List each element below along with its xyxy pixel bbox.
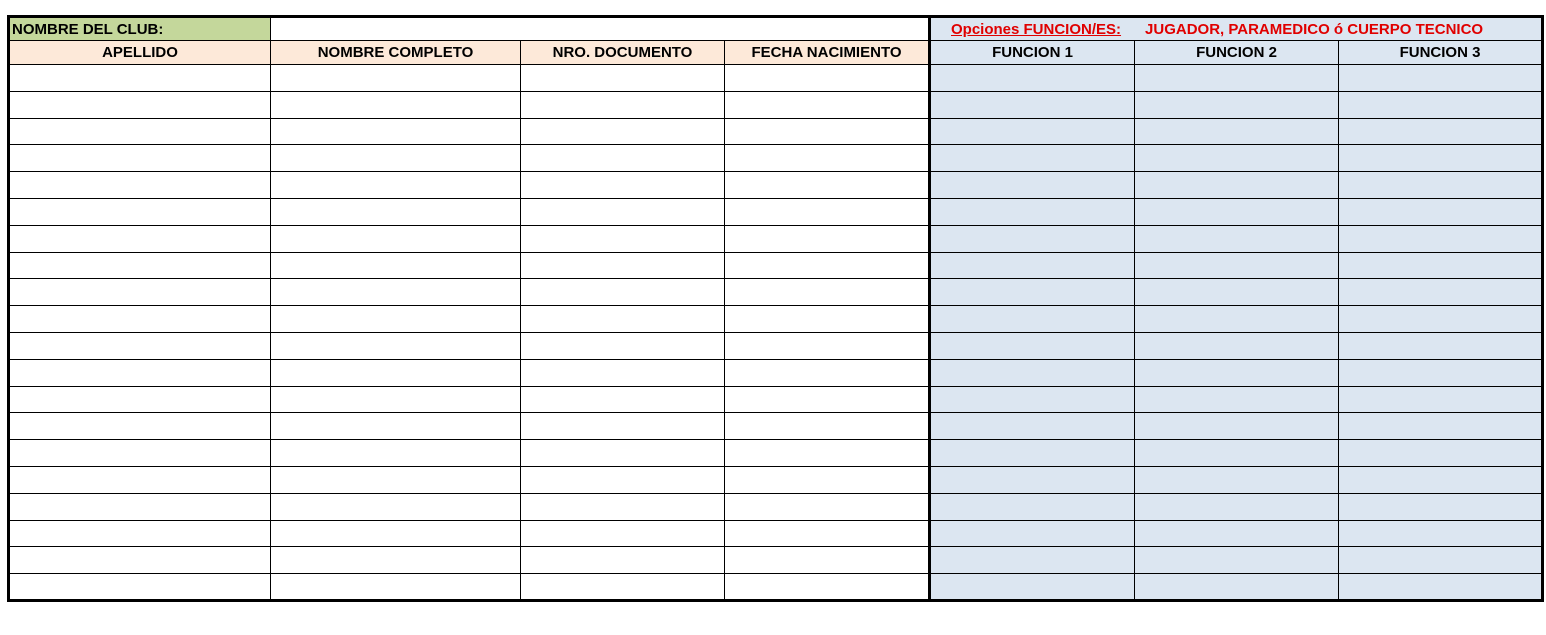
fecha-nacimiento-cell[interactable] xyxy=(725,332,930,359)
fecha-nacimiento-cell[interactable] xyxy=(725,91,930,118)
funcion-1-cell[interactable] xyxy=(930,574,1135,601)
funcion-2-cell[interactable] xyxy=(1135,279,1339,306)
header-fecha-nacimiento: FECHA NACIMIENTO xyxy=(725,41,930,65)
table-row xyxy=(9,466,1543,493)
fecha-nacimiento-cell[interactable] xyxy=(725,279,930,306)
header-funcion-2: FUNCION 2 xyxy=(1135,41,1339,65)
apellido-cell[interactable] xyxy=(9,520,271,547)
funcion-2-cell[interactable] xyxy=(1135,252,1339,279)
apellido-cell[interactable] xyxy=(9,332,271,359)
nro-documento-cell[interactable] xyxy=(521,279,725,306)
nombre-completo-cell[interactable] xyxy=(271,145,521,172)
nro-documento-cell[interactable] xyxy=(521,252,725,279)
nro-documento-cell[interactable] xyxy=(521,386,725,413)
funcion-3-cell[interactable] xyxy=(1339,65,1543,92)
nro-documento-cell[interactable] xyxy=(521,574,725,601)
nro-documento-cell[interactable] xyxy=(521,65,725,92)
funcion-2-cell[interactable] xyxy=(1135,547,1339,574)
apellido-cell[interactable] xyxy=(9,225,271,252)
fecha-nacimiento-cell[interactable] xyxy=(725,574,930,601)
fecha-nacimiento-cell[interactable] xyxy=(725,520,930,547)
nro-documento-cell[interactable] xyxy=(521,332,725,359)
funcion-2-cell[interactable] xyxy=(1135,225,1339,252)
apellido-cell[interactable] xyxy=(9,145,271,172)
funcion-2-cell[interactable] xyxy=(1135,306,1339,333)
nombre-completo-cell[interactable] xyxy=(271,359,521,386)
nombre-completo-cell[interactable] xyxy=(271,547,521,574)
apellido-cell[interactable] xyxy=(9,65,271,92)
club-name-field[interactable] xyxy=(271,17,930,41)
apellido-cell[interactable] xyxy=(9,574,271,601)
funcion-1-cell[interactable] xyxy=(930,547,1135,574)
club-name-label: NOMBRE DEL CLUB: xyxy=(9,17,271,41)
funcion-1-cell[interactable] xyxy=(930,413,1135,440)
nro-documento-cell[interactable] xyxy=(521,145,725,172)
table-row xyxy=(9,520,1543,547)
funcion-1-cell[interactable] xyxy=(930,145,1135,172)
funcion-2-cell[interactable] xyxy=(1135,493,1339,520)
fecha-nacimiento-cell[interactable] xyxy=(725,198,930,225)
nro-documento-cell[interactable] xyxy=(521,359,725,386)
funcion-2-cell[interactable] xyxy=(1135,466,1339,493)
nro-documento-cell[interactable] xyxy=(521,520,725,547)
funcion-1-cell[interactable] xyxy=(930,466,1135,493)
funcion-3-cell[interactable] xyxy=(1339,91,1543,118)
funcion-3-cell[interactable] xyxy=(1339,413,1543,440)
fecha-nacimiento-cell[interactable] xyxy=(725,440,930,467)
funcion-3-cell[interactable] xyxy=(1339,493,1543,520)
nro-documento-cell[interactable] xyxy=(521,466,725,493)
fecha-nacimiento-cell[interactable] xyxy=(725,225,930,252)
funcion-2-cell[interactable] xyxy=(1135,386,1339,413)
nro-documento-cell[interactable] xyxy=(521,118,725,145)
funcion-3-cell[interactable] xyxy=(1339,252,1543,279)
nro-documento-cell[interactable] xyxy=(521,440,725,467)
funcion-3-cell[interactable] xyxy=(1339,306,1543,333)
nombre-completo-cell[interactable] xyxy=(271,279,521,306)
funcion-1-cell[interactable] xyxy=(930,520,1135,547)
nombre-completo-cell[interactable] xyxy=(271,413,521,440)
nombre-completo-cell[interactable] xyxy=(271,574,521,601)
function-options-note xyxy=(930,17,1543,41)
nombre-completo-cell[interactable] xyxy=(271,65,521,92)
nombre-completo-cell[interactable] xyxy=(271,386,521,413)
funcion-1-cell[interactable] xyxy=(930,306,1135,333)
table-row xyxy=(9,386,1543,413)
nombre-completo-cell[interactable] xyxy=(271,466,521,493)
funcion-2-cell[interactable] xyxy=(1135,198,1339,225)
header-funcion-1: FUNCION 1 xyxy=(930,41,1135,65)
funcion-1-cell[interactable] xyxy=(930,332,1135,359)
fecha-nacimiento-cell[interactable] xyxy=(725,306,930,333)
nombre-completo-cell[interactable] xyxy=(271,440,521,467)
fecha-nacimiento-cell[interactable] xyxy=(725,65,930,92)
apellido-cell[interactable] xyxy=(9,118,271,145)
funcion-1-cell[interactable] xyxy=(930,279,1135,306)
funcion-1-cell[interactable] xyxy=(930,359,1135,386)
funcion-2-cell[interactable] xyxy=(1135,145,1339,172)
apellido-cell[interactable] xyxy=(9,172,271,199)
funcion-3-cell[interactable] xyxy=(1339,198,1543,225)
nombre-completo-cell[interactable] xyxy=(271,493,521,520)
apellido-cell[interactable] xyxy=(9,198,271,225)
funcion-2-cell[interactable] xyxy=(1135,520,1339,547)
funcion-3-cell[interactable] xyxy=(1339,332,1543,359)
funcion-3-cell[interactable] xyxy=(1339,547,1543,574)
apellido-cell[interactable] xyxy=(9,306,271,333)
nro-documento-cell[interactable] xyxy=(521,225,725,252)
nombre-completo-cell[interactable] xyxy=(271,520,521,547)
apellido-cell[interactable] xyxy=(9,440,271,467)
nro-documento-cell[interactable] xyxy=(521,198,725,225)
table-row xyxy=(9,359,1543,386)
header-funcion-3: FUNCION 3 xyxy=(1339,41,1543,65)
funcion-2-cell[interactable] xyxy=(1135,332,1339,359)
table-row xyxy=(9,252,1543,279)
fecha-nacimiento-cell[interactable] xyxy=(725,386,930,413)
table-row xyxy=(9,574,1543,601)
function-options-label: Opciones FUNCION/ES: xyxy=(951,20,1122,38)
table-row xyxy=(9,145,1543,172)
fecha-nacimiento-cell[interactable] xyxy=(725,172,930,199)
funcion-3-cell[interactable] xyxy=(1339,118,1543,145)
nro-documento-cell[interactable] xyxy=(521,413,725,440)
nombre-completo-cell[interactable] xyxy=(271,198,521,225)
apellido-cell[interactable] xyxy=(9,386,271,413)
apellido-cell[interactable] xyxy=(9,91,271,118)
funcion-1-cell[interactable] xyxy=(930,198,1135,225)
table-row xyxy=(9,413,1543,440)
nro-documento-cell[interactable] xyxy=(521,306,725,333)
funcion-2-cell[interactable] xyxy=(1135,574,1339,601)
club-row xyxy=(9,17,1543,41)
table-row xyxy=(9,225,1543,252)
funcion-3-cell[interactable] xyxy=(1339,359,1543,386)
funcion-3-cell[interactable] xyxy=(1339,520,1543,547)
funcion-2-cell[interactable] xyxy=(1135,65,1339,92)
funcion-3-cell[interactable] xyxy=(1339,225,1543,252)
header-nombre-completo: NOMBRE COMPLETO xyxy=(271,41,521,65)
funcion-3-cell[interactable] xyxy=(1339,466,1543,493)
table-row xyxy=(9,440,1543,467)
table-row xyxy=(9,65,1543,92)
apellido-cell[interactable] xyxy=(9,547,271,574)
funcion-1-cell[interactable] xyxy=(930,386,1135,413)
table-row xyxy=(9,198,1543,225)
funcion-1-cell[interactable] xyxy=(930,118,1135,145)
funcion-3-cell[interactable] xyxy=(1339,279,1543,306)
nombre-completo-cell[interactable] xyxy=(271,172,521,199)
table-row xyxy=(9,91,1543,118)
funcion-2-cell[interactable] xyxy=(1135,172,1339,199)
fecha-nacimiento-cell[interactable] xyxy=(725,547,930,574)
funcion-1-cell[interactable] xyxy=(930,493,1135,520)
table-row xyxy=(9,547,1543,574)
table-row xyxy=(9,118,1543,145)
funcion-1-cell[interactable] xyxy=(930,440,1135,467)
funcion-1-cell[interactable] xyxy=(930,172,1135,199)
nombre-completo-cell[interactable] xyxy=(271,306,521,333)
function-options-values: JUGADOR, PARAMEDICO ó CUERPO TECNICO xyxy=(1145,20,1484,38)
nombre-completo-cell[interactable] xyxy=(271,225,521,252)
table-row xyxy=(9,172,1543,199)
apellido-cell[interactable] xyxy=(9,413,271,440)
table-row xyxy=(9,279,1543,306)
fecha-nacimiento-cell[interactable] xyxy=(725,145,930,172)
fecha-nacimiento-cell[interactable] xyxy=(725,493,930,520)
nombre-completo-cell[interactable] xyxy=(271,118,521,145)
table-row xyxy=(9,306,1543,333)
nro-documento-cell[interactable] xyxy=(521,172,725,199)
funcion-2-cell[interactable] xyxy=(1135,359,1339,386)
fecha-nacimiento-cell[interactable] xyxy=(725,118,930,145)
nro-documento-cell[interactable] xyxy=(521,547,725,574)
fecha-nacimiento-cell[interactable] xyxy=(725,413,930,440)
funcion-2-cell[interactable] xyxy=(1135,118,1339,145)
column-header-row xyxy=(9,41,1543,65)
funcion-2-cell[interactable] xyxy=(1135,413,1339,440)
apellido-cell[interactable] xyxy=(9,359,271,386)
funcion-3-cell[interactable] xyxy=(1339,574,1543,601)
apellido-cell[interactable] xyxy=(9,466,271,493)
fecha-nacimiento-cell[interactable] xyxy=(725,252,930,279)
funcion-1-cell[interactable] xyxy=(930,91,1135,118)
header-apellido: APELLIDO xyxy=(9,41,271,65)
funcion-1-cell[interactable] xyxy=(930,65,1135,92)
apellido-cell[interactable] xyxy=(9,252,271,279)
fecha-nacimiento-cell[interactable] xyxy=(725,359,930,386)
funcion-3-cell[interactable] xyxy=(1339,386,1543,413)
nro-documento-cell[interactable] xyxy=(521,91,725,118)
funcion-1-cell[interactable] xyxy=(930,252,1135,279)
funcion-3-cell[interactable] xyxy=(1339,145,1543,172)
apellido-cell[interactable] xyxy=(9,493,271,520)
table-row xyxy=(9,493,1543,520)
fecha-nacimiento-cell[interactable] xyxy=(725,466,930,493)
nro-documento-cell[interactable] xyxy=(521,493,725,520)
apellido-cell[interactable] xyxy=(9,279,271,306)
table-row xyxy=(9,332,1543,359)
header-nro-documento: NRO. DOCUMENTO xyxy=(521,41,725,65)
funcion-3-cell[interactable] xyxy=(1339,172,1543,199)
nombre-completo-cell[interactable] xyxy=(271,252,521,279)
player-registration-sheet xyxy=(7,15,1544,602)
funcion-2-cell[interactable] xyxy=(1135,440,1339,467)
nombre-completo-cell[interactable] xyxy=(271,91,521,118)
funcion-2-cell[interactable] xyxy=(1135,91,1339,118)
funcion-1-cell[interactable] xyxy=(930,225,1135,252)
funcion-3-cell[interactable] xyxy=(1339,440,1543,467)
nombre-completo-cell[interactable] xyxy=(271,332,521,359)
